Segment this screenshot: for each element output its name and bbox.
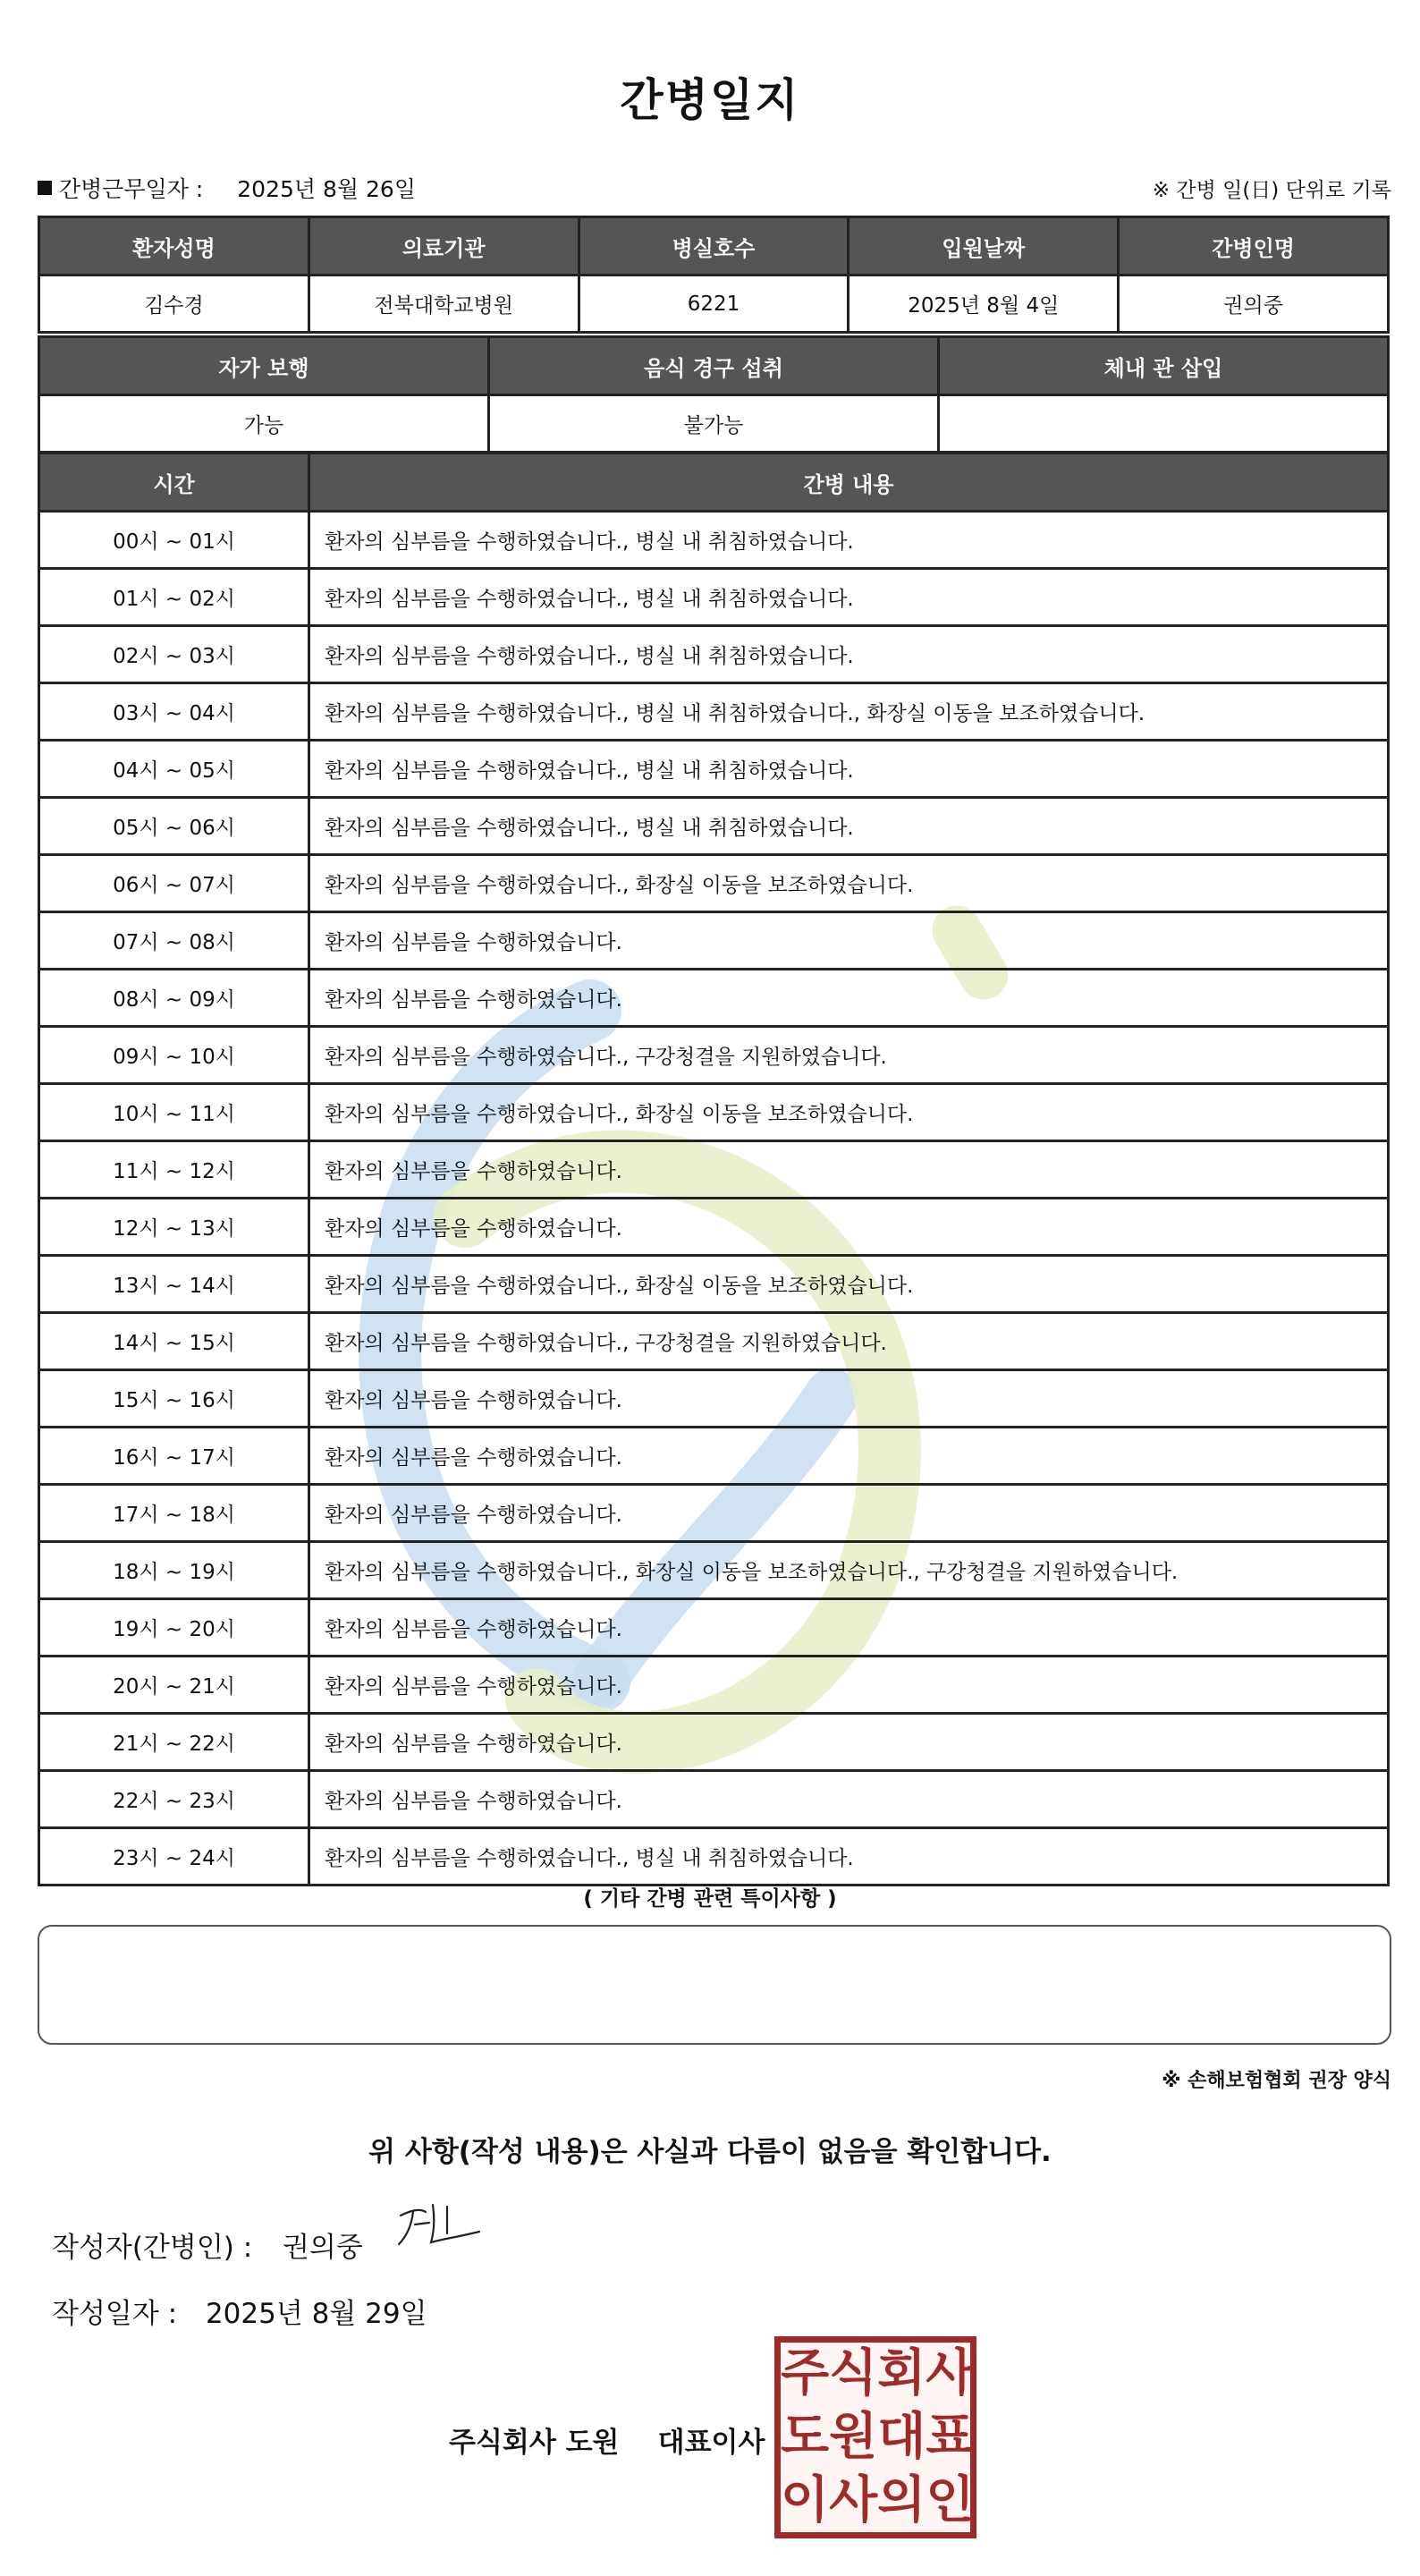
written-date-label: 작성일자 :	[52, 2298, 178, 2330]
care-log-content: 환자의 심부름을 수행하였습니다., 병실 내 취침하였습니다., 화장실 이동을 보조하였습니다.	[309, 683, 1389, 741]
care-log-row	[39, 970, 1389, 1027]
care-log-time: 20시 ~ 21시	[39, 1657, 309, 1714]
header-room-number: 병실호수	[579, 217, 849, 275]
seal-character: 인	[926, 2470, 975, 2529]
care-log-body	[39, 512, 1389, 1885]
writer-label: 작성자(간병인) :	[52, 2232, 253, 2264]
work-date-value: 2025년 8월 26일	[237, 176, 416, 202]
care-log-content: 환자의 심부름을 수행하였습니다.	[309, 970, 1389, 1027]
care-log-row	[39, 1657, 1389, 1714]
header-caregiver-name: 간병인명	[1119, 217, 1389, 275]
patient-status-header-row	[39, 337, 1389, 395]
care-log-time: 14시 ~ 15시	[39, 1313, 309, 1370]
care-log-time: 01시 ~ 02시	[39, 569, 309, 626]
seal-character: 도	[781, 2407, 830, 2466]
care-log-time: 04시 ~ 05시	[39, 741, 309, 798]
admission-date: 2025년 8월 4일	[849, 275, 1119, 333]
work-date-label: 간병근무일자 :	[59, 176, 204, 202]
patient-info-table	[38, 216, 1390, 334]
seal-character: 사	[829, 2470, 878, 2529]
notes-box	[38, 1925, 1391, 2045]
care-log-content: 환자의 심부름을 수행하였습니다., 병실 내 취침하였습니다.	[309, 626, 1389, 683]
care-log-content: 환자의 심부름을 수행하였습니다., 화장실 이동을 보조하였습니다.	[309, 855, 1389, 912]
seal-character: 사	[926, 2344, 975, 2403]
header-self-walking: 자가 보행	[39, 337, 489, 395]
care-log-time: 07시 ~ 08시	[39, 912, 309, 970]
care-log-time: 02시 ~ 03시	[39, 626, 309, 683]
writer-line	[52, 2224, 363, 2265]
care-log-content: 환자의 심부름을 수행하였습니다.	[309, 1771, 1389, 1828]
company-seal-stamp	[774, 2336, 976, 2538]
seal-character: 대	[877, 2407, 926, 2466]
care-log-time: 13시 ~ 14시	[39, 1256, 309, 1313]
tube-insertion-value	[939, 395, 1389, 453]
care-log-content: 환자의 심부름을 수행하였습니다., 병실 내 취침하였습니다.	[309, 569, 1389, 626]
oral-intake-value: 불가능	[489, 395, 939, 453]
document-title: 간병일지	[620, 74, 800, 126]
care-log-row	[39, 912, 1389, 970]
care-log-time: 22시 ~ 23시	[39, 1771, 309, 1828]
header-tube-insertion: 체내 관 삽입	[939, 337, 1389, 395]
care-log-time: 08시 ~ 09시	[39, 970, 309, 1027]
care-log-content: 환자의 심부름을 수행하였습니다.	[309, 1428, 1389, 1485]
header-patient-name: 환자성명	[39, 217, 309, 275]
care-log-time: 10시 ~ 11시	[39, 1084, 309, 1141]
care-log-time: 23시 ~ 24시	[39, 1828, 309, 1885]
care-log-row	[39, 569, 1389, 626]
care-log-row	[39, 1542, 1389, 1599]
care-log-row	[39, 1714, 1389, 1771]
work-date	[38, 172, 416, 204]
care-log-content: 환자의 심부름을 수행하였습니다., 화장실 이동을 보조하였습니다.	[309, 1084, 1389, 1141]
care-log-row	[39, 1428, 1389, 1485]
bullet-square-icon	[38, 181, 52, 195]
header-admission-date: 입원날짜	[849, 217, 1119, 275]
self-walking-value: 가능	[39, 395, 489, 453]
care-log-content: 환자의 심부름을 수행하였습니다., 병실 내 취침하였습니다.	[309, 512, 1389, 569]
care-log-content: 환자의 심부름을 수행하였습니다., 병실 내 취침하였습니다.	[309, 1828, 1389, 1885]
notes-title: ( 기타 간병 관련 특이사항 )	[583, 1887, 837, 1911]
confirmation-statement: 위 사항(작성 내용)은 사실과 다름이 없음을 확인합니다.	[368, 2136, 1052, 2168]
patient-status-table	[38, 335, 1390, 453]
seal-character: 식	[829, 2344, 878, 2403]
care-log-row	[39, 855, 1389, 912]
care-log-time: 19시 ~ 20시	[39, 1599, 309, 1657]
care-log-time: 00시 ~ 01시	[39, 512, 309, 569]
seal-character: 의	[877, 2470, 926, 2529]
header-hospital: 의료기관	[309, 217, 579, 275]
care-log-row	[39, 1199, 1389, 1256]
care-log-row	[39, 1084, 1389, 1141]
patient-status-value-row	[39, 395, 1389, 453]
care-log-content: 환자의 심부름을 수행하였습니다., 병실 내 취침하였습니다.	[309, 741, 1389, 798]
care-log-row	[39, 626, 1389, 683]
company-representative: 주식회사 도원 대표이사	[449, 2427, 765, 2459]
seal-character: 표	[926, 2407, 975, 2466]
care-log-content: 환자의 심부름을 수행하였습니다., 구강청결을 지원하였습니다.	[309, 1027, 1389, 1084]
care-log-time: 18시 ~ 19시	[39, 1542, 309, 1599]
care-log-time: 05시 ~ 06시	[39, 798, 309, 855]
writer-name: 권의중	[283, 2232, 363, 2264]
care-log-row	[39, 1313, 1389, 1370]
care-log-row	[39, 741, 1389, 798]
care-log-row	[39, 1485, 1389, 1542]
care-log-row	[39, 1828, 1389, 1885]
care-log-content: 환자의 심부름을 수행하였습니다.	[309, 1599, 1389, 1657]
care-log-content: 환자의 심부름을 수행하였습니다.	[309, 1370, 1389, 1428]
unit-note: ※ 간병 일(日) 단위로 기록	[1152, 179, 1391, 202]
seal-character: 원	[829, 2407, 878, 2466]
care-log-row	[39, 1141, 1389, 1199]
care-log-time: 06시 ~ 07시	[39, 855, 309, 912]
written-date-value: 2025년 8월 29일	[205, 2298, 427, 2330]
care-log-row	[39, 1599, 1389, 1657]
care-log-content: 환자의 심부름을 수행하였습니다.	[309, 1714, 1389, 1771]
care-log-content: 환자의 심부름을 수행하였습니다.	[309, 1657, 1389, 1714]
seal-character: 회	[877, 2344, 926, 2403]
caregiver-name: 권의중	[1119, 275, 1389, 333]
patient-info-value-row	[39, 275, 1389, 333]
care-log-time: 17시 ~ 18시	[39, 1485, 309, 1542]
care-log-content: 환자의 심부름을 수행하였습니다., 구강청결을 지원하였습니다.	[309, 1313, 1389, 1370]
patient-name: 김수경	[39, 275, 309, 333]
hourly-care-log-table	[38, 452, 1390, 1886]
care-log-time: 12시 ~ 13시	[39, 1199, 309, 1256]
care-log-row	[39, 1027, 1389, 1084]
written-date-line	[52, 2291, 427, 2331]
header-care-content: 간병 내용	[309, 453, 1389, 512]
care-log-row	[39, 512, 1389, 569]
care-log-content: 환자의 심부름을 수행하였습니다.	[309, 912, 1389, 970]
care-log-header-row	[39, 453, 1389, 512]
care-log-content: 환자의 심부름을 수행하였습니다.	[309, 1199, 1389, 1256]
care-log-content: 환자의 심부름을 수행하였습니다.	[309, 1141, 1389, 1199]
room-number: 6221	[579, 275, 849, 333]
handwritten-signature	[393, 2196, 483, 2258]
care-log-row	[39, 1256, 1389, 1313]
patient-info-header-row	[39, 217, 1389, 275]
care-log-content: 환자의 심부름을 수행하였습니다., 화장실 이동을 보조하였습니다.	[309, 1256, 1389, 1313]
care-log-time: 16시 ~ 17시	[39, 1428, 309, 1485]
seal-character: 주	[781, 2344, 830, 2403]
care-log-row	[39, 683, 1389, 741]
care-log-row	[39, 1370, 1389, 1428]
care-log-content: 환자의 심부름을 수행하였습니다., 화장실 이동을 보조하였습니다., 구강청결을 지원하였습니다.	[309, 1542, 1389, 1599]
hospital-name: 전북대학교병원	[309, 275, 579, 333]
care-log-time: 11시 ~ 12시	[39, 1141, 309, 1199]
care-log-time: 03시 ~ 04시	[39, 683, 309, 741]
care-log-content: 환자의 심부름을 수행하였습니다., 병실 내 취침하였습니다.	[309, 798, 1389, 855]
care-log-time: 09시 ~ 10시	[39, 1027, 309, 1084]
care-log-time: 21시 ~ 22시	[39, 1714, 309, 1771]
seal-character: 이	[781, 2470, 830, 2529]
care-log-content: 환자의 심부름을 수행하였습니다.	[309, 1485, 1389, 1542]
form-footnote: ※ 손해보험협회 권장 양식	[1162, 2070, 1391, 2092]
header-time: 시간	[39, 453, 309, 512]
header-oral-intake: 음식 경구 섭취	[489, 337, 939, 395]
care-log-row	[39, 1771, 1389, 1828]
care-log-time: 15시 ~ 16시	[39, 1370, 309, 1428]
care-log-row	[39, 798, 1389, 855]
